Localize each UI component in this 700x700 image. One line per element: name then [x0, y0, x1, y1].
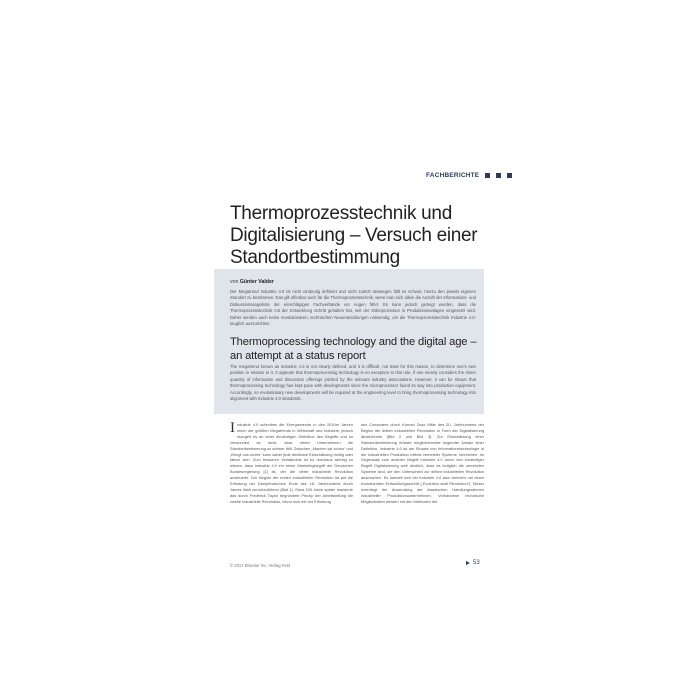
page-number: [466, 560, 480, 566]
body-column-2-text: des Computers durch Konrad Zuse Mitte des 20. Jahrhunderts der Beginn der dritten industriellen Revolution in Form der Digitalisierung abzeichnete (Bild 2 und Bild 3). Zur Einschätzung einer Standortbestimmung müsste möglicherweise folgender Ansatz einer Definition, Industrie 4.0 ist der Einsatz von Informationstechnologie in der industriellen Produktion mittels vernetzter Systeme, hinreichen. Im Gegensatz zum anderen Begriff Industrie 4.0 durch den eindeutiger Begriff Digitalisierung weit deutlich, dass es lediglich die vernetzten Systeme sind, die den Unterschied zur dritten industriellen Revolution ausmachen. Es handelt sich bei Industrie 4.0 also vielmehr um einen evolutionären Entwicklungsschritt („Evolution statt Revolution“). Dieser unterliegt der Anwendung der klassischen Handlungsrahmen industrieller Produktionsunternehmen. Vorhandene technische Möglichkeiten werden mit den Methoden der: [361, 422, 484, 504]
section-label: FACHBERICHTE: [426, 172, 480, 179]
section-tag: [426, 172, 512, 179]
footer-copyright: © 2017 Elsevier Inc. Verlag Feld: [230, 563, 290, 568]
triangle-right-icon: [466, 561, 470, 565]
author-prefix: von: [230, 279, 239, 285]
abstract-german: Der Megatrend Industrie 4.0 ist nicht eindeutig definiert und nicht zuletzt deswegen fällt es schwer, hierzu den jeweils eigenen Standort zu bestimmen. Das gilt offenbar auch für die Thermoprozesstechnik, wenn man sich allein die Anzahl der Informations- und Diskussionsangebote der einschlägigen Fachverbände vor Augen führt. Es kann jedoch gezeigt werden, dass die Thermoprozesstechnik mit der Entwicklung Schritt gehalten hat, seit der Mikroprozessor in Produktionsanlagen eingesetzt wird. Daher werden auch keine revolutionären, technischen Neuentwicklungen notwendig, um die Thermoprozesstechnik Industrie 4.0-tauglich auszurichten.: [230, 289, 476, 327]
article-title: Thermoprozesstechnik und Digitalisierung – Versuch einer Standortbestimmung: [230, 203, 478, 268]
section-square-icon: [485, 173, 490, 178]
body-column-1: [230, 422, 353, 550]
author-line: [230, 279, 274, 285]
body-column-2: [361, 422, 484, 550]
english-title: Thermoprocessing technology and the digital age – an attempt at a status report: [230, 336, 477, 362]
body-text: [230, 422, 484, 552]
page-number-text: 53: [473, 560, 480, 566]
body-column-1-text: ndustrie 4.0 schreiben die Energiewende in den 2010er Jahren einen der größten Megatrends in Wirtschaft und Industrie, jedoch mangelt es an einer eindeutigen Definition des Begriffs und so verwundert es nicht, dass vielen Unternehmen die Standortbestimmung so schwer fällt. Zwischen „Machen wir schon“ und „Bringt uns nichts“ kann daher jede denkbare Einschätzung richtig oder falsch sein. Zum besseren Verständnis ist es durchaus wichtig zu wissen, dass Industrie 4.0 ein reiner Marketingbegriff der Deutschen Bundesregierung [1] ist, der die vierte industrielle Revolution ansteuerte. Der Beginn der ersten industriellen Revolution ist auf die Erfindung der Dampfmaschine Ende des 18. Jahrhunderts durch James Watt zurückzuführen (Bild 1). Etwa 100 Jahre später markierte das durch Frederick Taylor begründete Prinzip der Arbeitsteilung die zweite industrielle Revolution, bevor sich mit der Erfindung: [230, 422, 353, 504]
drop-cap: I: [230, 422, 235, 436]
author-name: Günter Valder: [239, 279, 274, 285]
abstract-english: The megatrend known as Industrie 4.0 is not clearly defined, and it is difficult, not least for this reason, to determine one's own position in relation to it. It appears that thermoprocessing technology is no exception to this rule, if one merely considers the sheer quantity of information and discussion offerings pitched by the relevant industry associations. However, it can be shown that thermoprocessing technology has kept pace with developments since the microprocessor found its way into production equipment. Accordingly, no revolutionary new developments will be required at the engineering level to bring thermoprocessing technology into alignment with Industrie 4.0 standards.: [230, 364, 476, 402]
section-square-icon: [496, 173, 501, 178]
section-square-icon: [507, 173, 512, 178]
